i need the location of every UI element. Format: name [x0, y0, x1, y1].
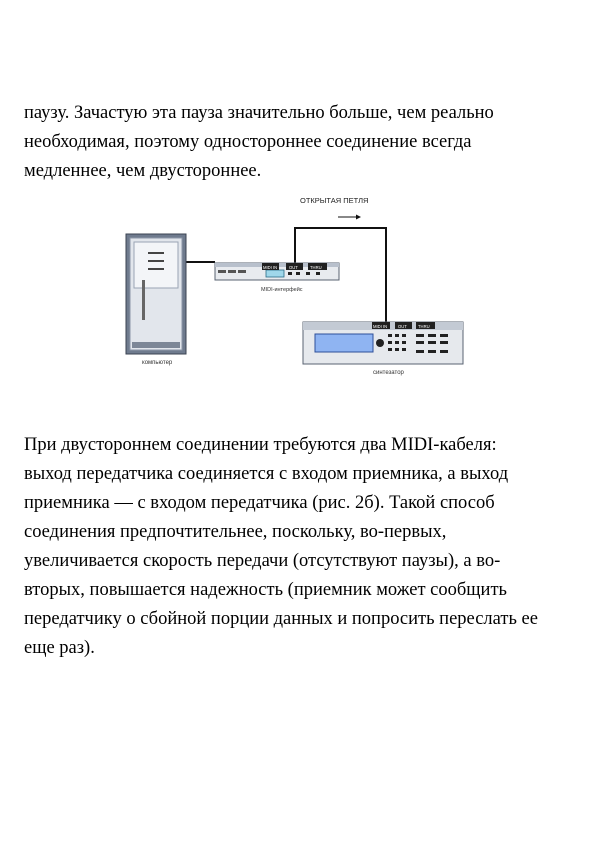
computer-label: компьютер [142, 360, 173, 366]
text-line: увеличивается скорость передачи (отсутствуют паузы), а во- [24, 551, 501, 571]
open-loop-label: ОТКРЫТАЯ ПЕТЛЯ [300, 196, 369, 205]
paragraph-1 [24, 99, 580, 186]
text-line: необходимая, поэтому одностороннее соединение всегда [24, 132, 472, 152]
port-midi-in-label: MIDI IN [263, 265, 278, 270]
interface-label: MIDI-интерфейс [261, 287, 303, 293]
text-line: вторых, повышается надежность (приемник может сообщить [24, 580, 507, 600]
text-line: приемника — с входом передатчика (рис. 2б). Такой способ [24, 493, 495, 513]
text-line: передатчику о сбойной порции данных и попросить переслать ее [24, 609, 538, 629]
text-line: еще раз). [24, 638, 95, 658]
direction-arrow-icon [338, 215, 361, 220]
synth-port-midi-in-label: MIDI IN [373, 324, 388, 329]
synth-port-out-label: OUT [398, 324, 407, 329]
paragraph-2 [24, 431, 580, 663]
text-line: паузу. Зачастую эта пауза значительно больше, чем реально [24, 103, 494, 123]
synth-port-thru-label: THRU [418, 324, 430, 329]
text-line: медленнее, чем двустороннее. [24, 161, 262, 181]
synthesizer-label: синтезатор [373, 370, 404, 376]
computer-tower [126, 234, 186, 354]
text-line: выход передатчика соединяется с входом приемника, а выход [24, 464, 509, 484]
text-line: соединения предпочтительнее, поскольку, во-первых, [24, 522, 447, 542]
port-thru-label: THRU [310, 265, 322, 270]
text-line: При двустороннем соединении требуются два MIDI-кабеля: [24, 435, 497, 455]
port-out-label: OUT [289, 265, 298, 270]
midi-connection-figure [120, 190, 470, 380]
